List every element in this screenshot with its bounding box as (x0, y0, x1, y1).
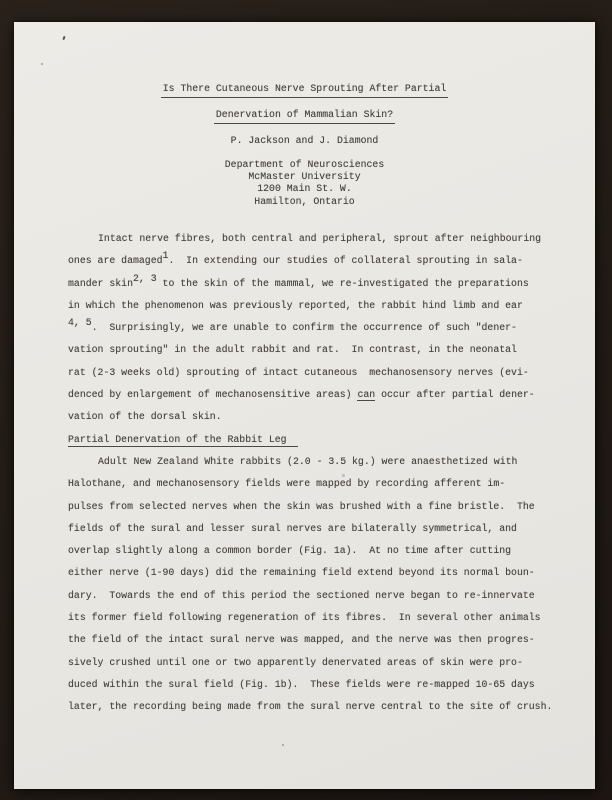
body-line (68, 406, 568, 428)
body-text-run: duced within the sural field (Fig. 1b). These fields were re-mapped 10-65 days (68, 678, 535, 690)
paper-speck (41, 63, 43, 65)
affiliation-line-department: Department of Neurosciences (224, 159, 385, 170)
body-text-run: Adult New Zealand White rabbits (2.0 - 3.5 kg.) were anaesthetized with (98, 455, 518, 467)
body-line (68, 652, 568, 674)
body-text-run: rat (2-3 weeks old) sprouting of intact cutaneous mechanosensory nerves (evi- (68, 366, 529, 378)
body-line (68, 607, 568, 629)
authors-text: P. Jackson and J. Diamond (230, 135, 379, 146)
superscript-citation: 2, 3 (132, 272, 157, 284)
body-text-run: its former field following regeneration of its fibres. In several other animals (68, 612, 541, 624)
paper-title-line2-text: Denervation of Mammalian Skin? (214, 109, 395, 124)
underlined-word-can: can (357, 389, 376, 401)
body-text-run: Intact nerve fibres, both central and peripheral, sprout after neighbouring (98, 233, 542, 244)
body-text-run: to the skin of the mammal, we re-investigated the preparations (156, 277, 529, 289)
body-text-run: later, the recording being made from the sural nerve central to the site of crush. (68, 701, 553, 713)
body-line (68, 250, 568, 272)
body-line (68, 674, 568, 696)
body-line (68, 317, 568, 339)
body-line (68, 384, 568, 406)
paper-title-line2 (14, 109, 595, 124)
body-text-run: ones are damaged (68, 255, 163, 267)
body-line (68, 362, 568, 384)
section-heading: Partial Denervation of the Rabbit Leg (68, 434, 298, 447)
body-line (68, 518, 568, 540)
body-line (68, 585, 568, 607)
superscript-citation: 1 (162, 250, 169, 262)
body-line (68, 496, 568, 518)
affiliation-line-street: 1200 Main St. W. (257, 183, 352, 195)
body-text-run: dary. Towards the end of this period the sectioned nerve began to re-innervate (68, 589, 535, 601)
body-text-run: the field of the intact sural nerve was mapped, and the nerve was then progres- (68, 634, 535, 646)
body-line (68, 339, 568, 361)
body-text-run: denced by enlargement of mechanosensitive areas) (68, 389, 358, 401)
body-line (68, 295, 568, 317)
body-line (68, 228, 568, 250)
body-text-run: vation of the dorsal skin. (68, 411, 222, 423)
affiliation-line-city: Hamilton, Ontario (254, 195, 355, 207)
body-text-run: pulses from selected nerves when the skin was brushed with a fine bristle. The (68, 500, 535, 512)
manuscript-page (14, 22, 595, 789)
paper-speck (282, 744, 284, 746)
body-text-run: Halothane, and mechanosensory fields were mapped by recording afferent im- (68, 478, 506, 490)
body-line (68, 629, 568, 651)
paper-title-line1 (14, 83, 595, 98)
body-text-run: . In extending our studies of collateral sprouting in sala- (168, 255, 523, 267)
body-line (68, 273, 568, 295)
body-line (68, 540, 568, 562)
body-text-run: in which the phenomenon was previously reported, the rabbit hind limb and ear (68, 299, 523, 311)
superscript-citation: 4, 5 (68, 317, 92, 329)
body-text-run: either nerve (1-90 days) did the remaining field extend beyond its normal boun- (68, 567, 535, 579)
section-heading-line (68, 429, 568, 451)
body-line (68, 696, 568, 718)
manuscript-body (68, 228, 568, 719)
body-text-run: fields of the sural and lesser sural nerves are bilaterally symmetrical, and (68, 522, 517, 534)
body-line (68, 562, 568, 584)
body-text-run: vation sprouting" in the adult rabbit and rat. In contrast, in the neonatal (68, 344, 517, 356)
body-text-run: mander skin (68, 277, 133, 289)
authors-line (14, 135, 595, 147)
body-text-run: overlap slightly along a common border (Fig. 1a). At no time after cutting (68, 545, 512, 557)
body-text-run: . Surprisingly, we are unable to confirm the occurrence of such "dener- (91, 322, 517, 334)
affiliation-line-university: McMaster University (248, 171, 361, 183)
body-line (68, 451, 568, 473)
body-text-run: sively crushed until one or two apparently denervated areas of skin were pro- (68, 656, 523, 668)
body-line (68, 473, 568, 495)
affiliation-block (14, 159, 595, 208)
paper-speck (62, 36, 65, 40)
paper-title-line1-text: Is There Cutaneous Nerve Sprouting After Partial (161, 83, 449, 98)
body-text-run: occur after partial dener- (375, 389, 535, 401)
